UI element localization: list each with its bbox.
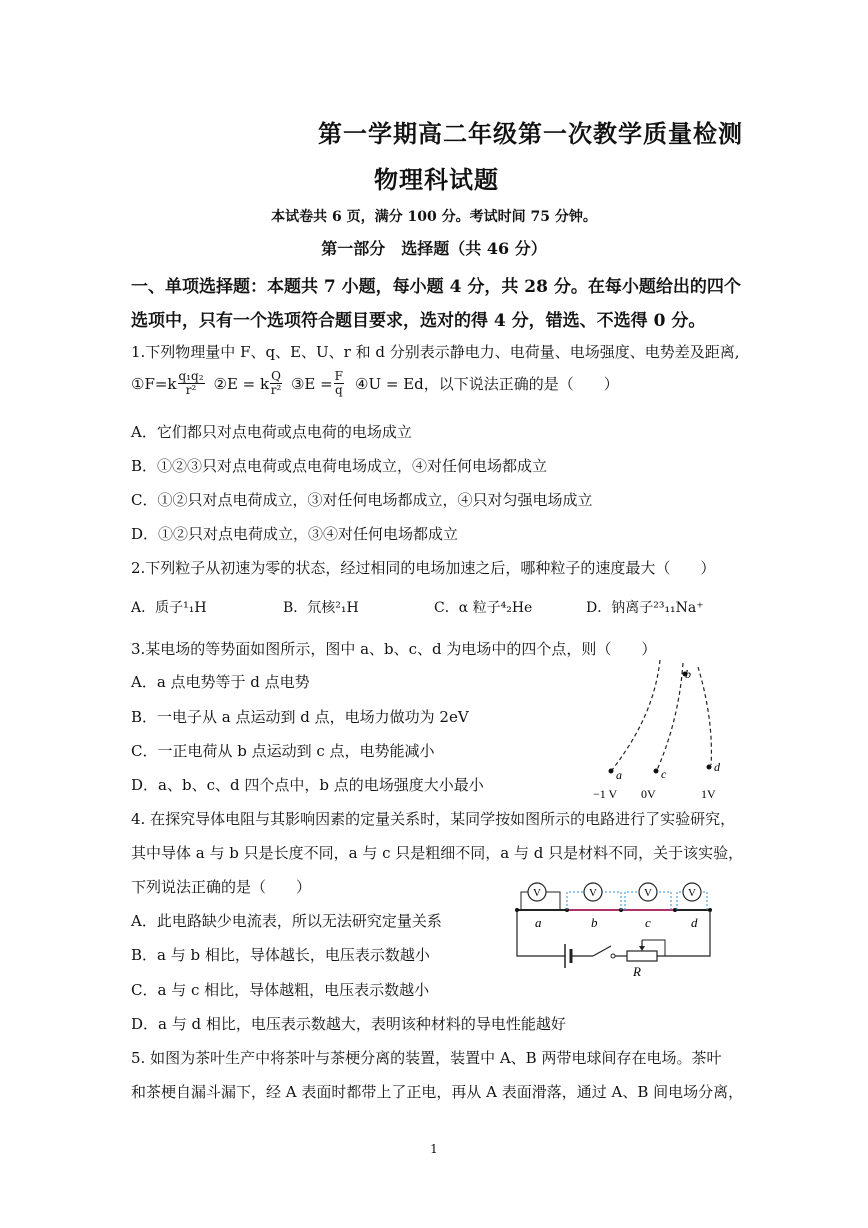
q1-stem: 1.下列物理量中 F、q、E、U、r 和 d 分别表示静电力、电荷量、电场强度、电势差及距离, — [131, 343, 740, 361]
q1-formula3-num: F — [334, 369, 343, 383]
point-a-dot — [609, 769, 614, 774]
q1-formulas — [131, 370, 619, 397]
q3-option-a: A．a 点电势等于 d 点电势 — [131, 673, 310, 691]
conductor-c-label: c — [645, 915, 651, 930]
exam-note: 本试卷共 6 页，满分 100 分。考试时间 75 分钟。 — [271, 209, 597, 225]
conductor-d-label: d — [691, 915, 698, 930]
q1-formula1-den: r² — [185, 383, 197, 397]
equipotential-line-2 — [657, 663, 683, 770]
node-4 — [673, 908, 677, 912]
q2-option-a: A．质子¹₁H — [131, 600, 207, 616]
point-c-label: c — [661, 767, 667, 781]
q4-option-c: C．a 与 c 相比，导体越粗，电压表示数越小 — [131, 981, 430, 999]
q4-stem-line3: 下列说法正确的是（ ） — [131, 878, 312, 896]
point-a-label: a — [616, 768, 622, 782]
equipotential-line-1 — [612, 660, 660, 770]
q1-formula1-left: ①F=k — [131, 374, 177, 393]
q2-option-c: C．α 粒子⁴₂He — [434, 600, 533, 616]
q1-formula-tail: ，以下说法正确的是（ ） — [423, 375, 619, 393]
q3-equipotential-figure — [585, 655, 735, 805]
exam-title: 第一学期高二年级第一次教学质量检测 — [318, 119, 743, 148]
q1-option-d: D．①②只对点电荷成立，③④对任何电场都成立 — [131, 525, 459, 543]
q4-option-a: A．此电路缺少电流表，所以无法研究定量关系 — [131, 912, 442, 930]
point-b-label: b — [685, 667, 691, 681]
section-instructions-line2: 选项中，只有一个选项符合题目要求，选对的得 4 分，错选、不选得 0 分。 — [131, 311, 706, 331]
potential-label-3: 1V — [701, 787, 716, 801]
q3-stem: 3.某电场的等势面如图所示，图中 a、b、c、d 为电场中的四个点，则（ ） — [131, 640, 657, 658]
q3-option-b: B．一电子从 a 点运动到 d 点，电场力做功为 2eV — [131, 708, 469, 726]
q1-formula3-left: ③E = — [290, 374, 333, 393]
q2-stem: 2.下列粒子从初速为零的状态，经过相同的电场加速之后，哪种粒子的速度最大（ ） — [131, 559, 716, 577]
conductor-b-label: b — [591, 915, 598, 930]
rheostat-icon — [627, 951, 657, 961]
part-heading: 第一部分 选择题（共 46 分） — [321, 239, 547, 258]
point-d-dot — [707, 765, 712, 770]
q1-formula2-fraction — [270, 370, 282, 397]
point-d-label: d — [714, 760, 720, 774]
q3-option-d: D．a、b、c、d 四个点中，b 点的电场强度大小最小 — [131, 776, 484, 794]
voltmeter-c-label: V — [644, 887, 652, 899]
q4-stem-line2: 其中导体 a 与 b 只是长度不同，a 与 c 只是粗细不同，a 与 d 只是材料不同，关于该实验， — [131, 844, 744, 862]
equipotential-line-3 — [698, 667, 711, 765]
potential-label-1: −1 V — [593, 787, 618, 801]
q1-formula3-den: q — [334, 383, 343, 397]
q4-option-b: B．a 与 b 相比，导体越长，电压表示数越小 — [131, 946, 430, 964]
q3-option-c: C．一正电荷从 b 点运动到 c 点，电势能减小 — [131, 742, 435, 760]
q2-option-b: B．氘核²₁H — [283, 600, 359, 616]
page-number: 1 — [430, 1142, 438, 1156]
q4-option-d: D．a 与 d 相比，电压表示数越大，表明该种材料的导电性能越好 — [131, 1015, 566, 1033]
potential-label-2: 0V — [641, 787, 656, 801]
q1-formula4: ④U = Ed — [355, 374, 424, 393]
q1-option-c: C．①②只对点电荷成立，③对任何电场都成立，④只对匀强电场成立 — [131, 491, 593, 509]
rheostat-arrow-icon — [639, 946, 645, 951]
point-c-dot — [654, 769, 659, 774]
q1-formula2-den: r² — [270, 383, 282, 397]
voltmeter-a-label: V — [533, 887, 541, 899]
conductor-a-label: a — [535, 915, 542, 930]
q5-stem-line1: 5. 如图为茶叶生产中将茶叶与茶梗分离的装置，装置中 A、B 两带电球间存在电场。茶叶 — [131, 1049, 722, 1067]
q5-stem-line2: 和茶梗自漏斗漏下，经 A 表面时都带上了正电，再从 A 表面滑落，通过 A、B 间电场分离， — [131, 1083, 744, 1101]
q1-option-b: B．①②③只对点电荷或点电荷电场成立，④对任何电场都成立 — [131, 457, 548, 475]
q4-circuit-figure — [505, 878, 725, 978]
q2-option-d: D．钠离子²³₁₁Na⁺ — [586, 600, 704, 616]
section-instructions-line1: 一、单项选择题：本题共 7 小题，每小题 4 分，共 28 分。在每小题给出的四个 — [131, 277, 741, 297]
subject-title: 物理科试题 — [374, 165, 499, 194]
switch-lever-icon — [593, 946, 611, 956]
q1-formula1-num: q₁q₂ — [178, 369, 204, 383]
q1-formula2-num: Q — [271, 369, 281, 383]
voltmeter-b-label: V — [589, 887, 597, 899]
q1-formula2-left: ②E = k — [213, 374, 270, 393]
q4-stem-line1: 4. 在探究导体电阻与其影响因素的定量关系时，某同学按如图所示的电路进行了实验研究， — [131, 810, 736, 828]
q1-option-a: A．它们都只对点电荷或点电荷的电场成立 — [131, 423, 412, 441]
voltmeter-d-label: V — [688, 887, 696, 899]
q1-formula1-fraction — [178, 370, 205, 397]
rheostat-label: R — [633, 964, 641, 978]
switch-contact-icon — [611, 954, 615, 958]
q1-formula3-fraction — [334, 370, 344, 397]
